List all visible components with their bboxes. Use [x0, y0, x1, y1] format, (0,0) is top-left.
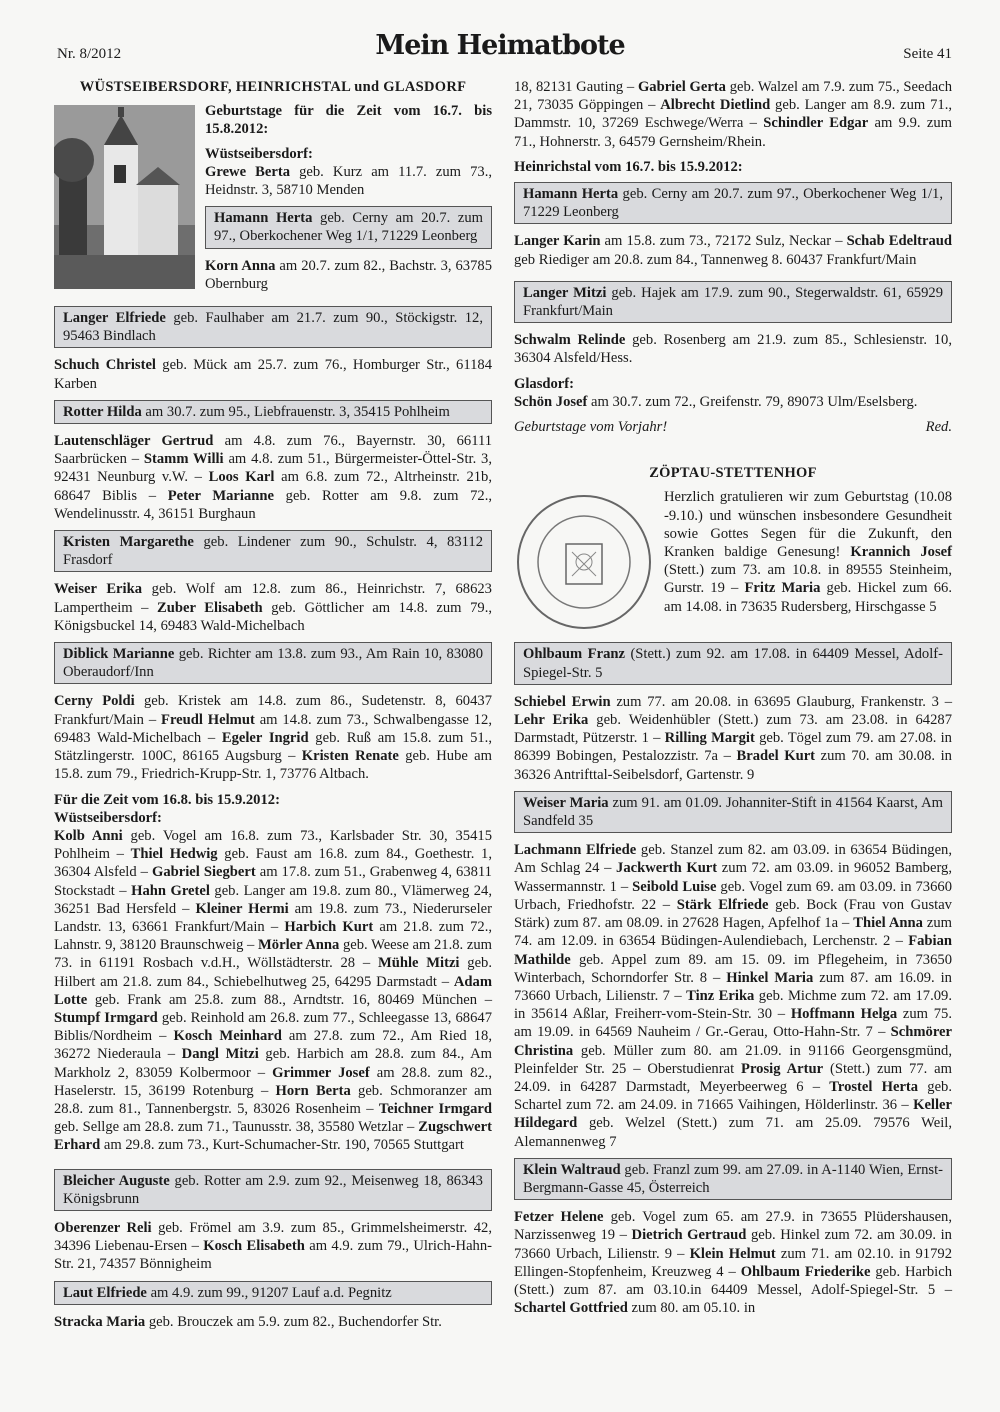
church-photo: [54, 105, 195, 289]
place-heading: Heinrichstal vom 16.7. bis 15.9.2012:: [514, 158, 743, 175]
section-title: WÜSTSEIBERSDORF, HEINRICHSTAL und GLASDORF: [79, 79, 467, 95]
entry-text: Schuch Christel geb. Mück am 25.7. zum 76., Homburger Str., 61184 Karben: [54, 357, 492, 392]
masthead-logo: Mein Heimatbote: [375, 30, 625, 61]
highlight-box: Weiser Maria zum 91. am 01.09. Johanniter-Stift in 41564 Kaarst, Am Sandfeld 35: [514, 791, 952, 833]
highlight-box: Laut Elfriede am 4.9. zum 99., 91207 Lauf a.d. Pegnitz: [54, 1281, 492, 1305]
page-header: [0, 0, 1000, 70]
entry-text: Kolb Anni geb. Vogel am 16.8. zum 73., Karlsbader Str. 30, 35415 Pohlheim – Thiel Hedwig geb. Faust am 16.8. zum 84., Goethestr. 1, 36304 Alsfeld – Gabriel Siegbert am 17.8. zum 51., Grabenweg 4, 63811 Stockstadt – Hahn Gretel geb. Langer am 19.8. zum 80., Vlämerweg 24, 36251 Bad Hersfeld – Kleiner Hermi am 19.8. zum 73., Niederurseler Landstr. 13, 63661 Frankfurt/Main – Harbich Kurt am 21.8. zum 72., Lahnstr. 9, 38120 Braunschweig – Mörler Anna geb. Weese am 21.8. zum 73. in 61191 Rosbach v.d.H., Wöllstädterstr. 28 – Mühle Mitzi geb. Hilbert am 21.8. zum 84., Schiebelhutweg 25, 64295 Darmstadt – Adam Lotte geb. Frank am 25.8. zum 88., Arndtstr. 16, 80469 München – Stumpf Irmgard geb. Reinhold am 26.8. zum 77., Schleegasse 13, 68647 Biblis/Nordheim – Kosch Meinhard am 27.8. zum 72., Am Ried 18, 36272 Niederaula – Dangl Mitzi geb. Harbich am 28.8. zum 84., Am Markholz 2, 83059 Kolbermoor – Grimmer Josef am 28.8. zum 82., Haselerstr. 15, 36199 Rotenburg – Horn Berta geb. Schmoranzer am 28.8. zum 81., Tannenbergstr. 5, 83026 Rosenheim – Teichner Irmgard geb. Sellge am 28.8. zum 71., Taunusstr. 38, 35580 Wetzlar – Zugschwert Erhard am 29.8. zum 73., Kurt-Schumacher-Str. 190, 70565 Stuttgart: [54, 827, 493, 1154]
entry-text: Weiser Erika geb. Wolf am 12.8. zum 86., Heinrichstr. 7, 68623 Lampertheim – Zuber Elisabeth geb. Göttlicher am 14.8. zum 79., Königsbuckel 14, 69483 Wald-Michelbach: [54, 581, 492, 634]
editor-signature: Red.: [925, 419, 952, 436]
entry-text: Korn Anna am 20.7. zum 82., Bachstr. 3, 63785 Obernburg: [205, 257, 492, 292]
entry-text: Langer Karin am 15.8. zum 73., 72172 Sulz, Neckar – Schab Edeltraud geb Riediger am 20.8. zum 84., Tannenweg 8. 60437 Frankfurt/Main: [514, 233, 952, 268]
left-column: [54, 78, 492, 1338]
highlight-box: Langer Mitzi geb. Hajek am 17.9. zum 90., Stegerwaldstr. 61, 65929 Frankfurt/Main: [514, 281, 952, 323]
highlight-box: Hamann Herta geb. Cerny am 20.7. zum 97., Oberkochener Weg 1/1, 71229 Leonberg: [514, 182, 952, 224]
note-text: Geburtstage vom Vorjahr!: [514, 419, 668, 436]
highlight-box: Hamann Herta geb. Cerny am 20.7. zum 97., Oberkochener Weg 1/1, 71229 Leonberg: [205, 206, 492, 248]
highlight-box: Ohlbaum Franz (Stett.) zum 92. am 17.08. in 64409 Messel, Adolf-Spiegel-Str. 5: [514, 642, 952, 684]
place-heading: Glasdorf:: [514, 375, 574, 392]
entry-text: Lautenschläger Gertrud am 4.8. zum 76., Bayernstr. 30, 66111 Saarbrücken – Stamm Willi am 4.8. zum 51., Bürgermeister-Öttel-Str. 3, 92431 Neunburg v.W. – Loos Karl am 6.8. zum 72., Altrheinstr. 21b, 68647 Biblis – Peter Marianne geb. Rotter am 9.8. zum 72., Wendelinusstr. 4, 36151 Burghaun: [54, 433, 493, 522]
period-heading: Geburtstage für die Zeit vom 16.7. bis 15.8.2012:: [205, 103, 492, 138]
editor-note: [514, 418, 952, 436]
highlight-box: Langer Elfriede geb. Faulhaber am 21.7. zum 90., Stöckigstr. 12, 95463 Bindlach: [54, 306, 492, 348]
entry-text: Oberenzer Reli geb. Frömel am 3.9. zum 85., Grimmelsheimerstr. 42, 34396 Liebenau-Ersen – Kosch Elisabeth am 4.9. zum 79., Ulrich-Hahn-Str. 21, 74357 Bönnigheim: [54, 1219, 492, 1273]
entry-text: Schön Josef am 30.7. zum 72., Greifenstr. 79, 89073 Ulm/Eselsberg.: [514, 393, 918, 410]
right-column: [514, 78, 952, 1324]
issue-number: Nr. 8/2012: [57, 46, 122, 62]
highlight-box: Bleicher Auguste geb. Rotter am 2.9. zum 92., Meisenweg 18, 86343 Königsbrunn: [54, 1169, 492, 1211]
period-heading: Für die Zeit vom 16.8. bis 15.9.2012:: [54, 791, 280, 808]
place-heading: Wüstseibersdorf:: [205, 145, 313, 162]
entry-text: Fetzer Helene geb. Vogel zum 65. am 27.9. in 73655 Plüdershausen, Narzissenweg 19 – Dietrich Gertraud geb. Hinkel zum 72. am 30.09. in 73660 Urbach, Lilienstr. 9 – Klein Helmut zum 71. am 02.10. in 91792 Ellingen-Stopfenheim, Kreuzweg 4 – Ohlbaum Friederike geb. Harbich (Stett.) zum 87. am 03.10.in 64409 Messel, Adolf-Spiegel-Str. 5 – Schartel Gottfried zum 80. am 05.10. in: [514, 1209, 952, 1317]
entry-text: Grewe Berta geb. Kurz am 11.7. zum 73., Heidnstr. 3, 58710 Menden: [205, 163, 492, 199]
entry-text: 18, 82131 Gauting – Gabriel Gerta geb. Walzel am 7.9. zum 75., Seedach 21, 73035 Göppingen – Albrecht Dietlind geb. Langer am 8.9. zum 71., Dammstr. 10, 37269 Eschwege/Werra – Schindler Edgar am 9.9. zum 71., Hohnerstr. 3, 64579 Gernsheim/Rhein.: [514, 79, 952, 150]
page-number: Seite 41: [903, 46, 952, 62]
highlight-box: Kristen Margarethe geb. Lindener zum 90., Schulstr. 4, 83112 Frasdorf: [54, 530, 492, 572]
highlight-box: Rotter Hilda am 30.7. zum 95., Liebfrauenstr. 3, 35415 Pohlheim: [54, 400, 492, 424]
place-heading: Wüstseibersdorf:: [54, 809, 162, 826]
section-title: ZÖPTAU-STETTENHOF: [649, 465, 817, 482]
entry-text: Cerny Poldi geb. Kristek am 14.8. zum 86., Sudetenstr. 8, 60437 Frankfurt/Main – Freudl Helmut am 14.8. zum 73., Schwalbengasse 12, 69483 Wald-Michelbach – Egeler Ingrid geb. Ruß am 15.8. zum 51., Stätzlingerstr. 100C, 86165 Augsburg – Kristen Renate geb. Hube am 15.8. zum 79., Friedrich-Krupp-Str. 1, 73776 Altbach.: [54, 693, 493, 783]
entry-text: Schiebel Erwin zum 77. am 20.08. in 63695 Glauburg, Frankenstr. 3 – Lehr Erika geb. Weidenhübler (Stett.) zum 73. am 23.08. in 64287 Darmstadt, Pützerstr. 1 – Rilling Margit geb. Tögel zum 79. am 27.08. in 86399 Bobingen, Pestalozzistr. 7a – Bradel Kurt zum 70. am 30.08. in 36326 Antrifttal-Seibelsdorf, Gartenstr. 9: [514, 693, 953, 783]
entry-text: Stracka Maria geb. Brouczek am 5.9. zum 82., Buchendorfer Str.: [54, 1313, 442, 1330]
entry-text: Herzlich gratulieren wir zum Geburtstag (10.08 -9.10.) und wünschen insbesondere Gesundheit sowie Gottes Segen für die Zukunft, den Kranken baldige Genesung! Krannich Josef (Stett.) zum 73. am 10.8. in 89555 Steinheim, Gurstr. 19 – Fritz Maria geb. Hickel zum 66. am 14.08. in 73635 Rudersberg, Hirschgasse 5: [664, 489, 953, 615]
highlight-box: Klein Waltraud geb. Franzl zum 99. am 27.09. in A-1140 Wien, Ernst-Bergmann-Gasse 45, Österreich: [514, 1158, 952, 1200]
entry-text: Lachmann Elfriede geb. Stanzel zum 82. am 03.09. in 63654 Büdingen, Am Schlag 24 – Jackwerth Kurt zum 72. am 03.09. in 96052 Bamberg, Wassermannstr. 1 – Seibold Luise geb. Vogel zum 69. am 03.09. in 73660 Urbach, Friedhofstr. 22 – Stärk Elfriede geb. Bock (Frau von Gustav Stärk) zum 87. am 08.09. in 27628 Hagen, Apfelhof 1a – Thiel Anna zum 74. am 12.09. in 63654 Büdingen-Aulendiebach, Lerchenstr. 2 – Fabian Mathilde geb. Appel zum 89. am 15. 09. im Pflegeheim, in 73650 Winterbach, Schorndorfer Str. 8 – Hinkel Maria zum 87. am 16.09. in 73660 Urbach, Lilienstr. 7 – Tinz Erika geb. Michme zum 72. am 17.09. in 35614 Aßlar, Freiherr-vom-Stein-Str. 30 – Hoffmann Helga zum 75. am 19.09. in 64569 Nauheim / Gr.-Gerau, Otto-Hahn-Str. 7 – Schmörer Christina geb. Müller zum 80. am 21.09. in 91166 Georgensgmünd, Pleinfelder Str. 25 – Oberstudienrat Prosig Artur (Stett.) zum 77. am 24.09. in 64287 Darmstadt, Meyerbeerweg 6 – Trostel Herta geb. Schartel zum 72. am 24.09. in 71665 Vaihingen, Hölderlinstr. 36 – Keller Hildegard geb. Welzel (Stett.) zum 71. am 25.09. 79576 Weil, Alemannenweg 7: [514, 842, 953, 1150]
entry-text: Schwalm Relinde geb. Rosenberg am 21.9. zum 85., Schlesienstr. 10, 36304 Alsfeld/Hess.: [514, 332, 952, 367]
municipal-seal: [514, 492, 654, 632]
highlight-box: Diblick Marianne geb. Richter am 13.8. zum 93., Am Rain 10, 83080 Oberaudorf/Inn: [54, 642, 492, 684]
